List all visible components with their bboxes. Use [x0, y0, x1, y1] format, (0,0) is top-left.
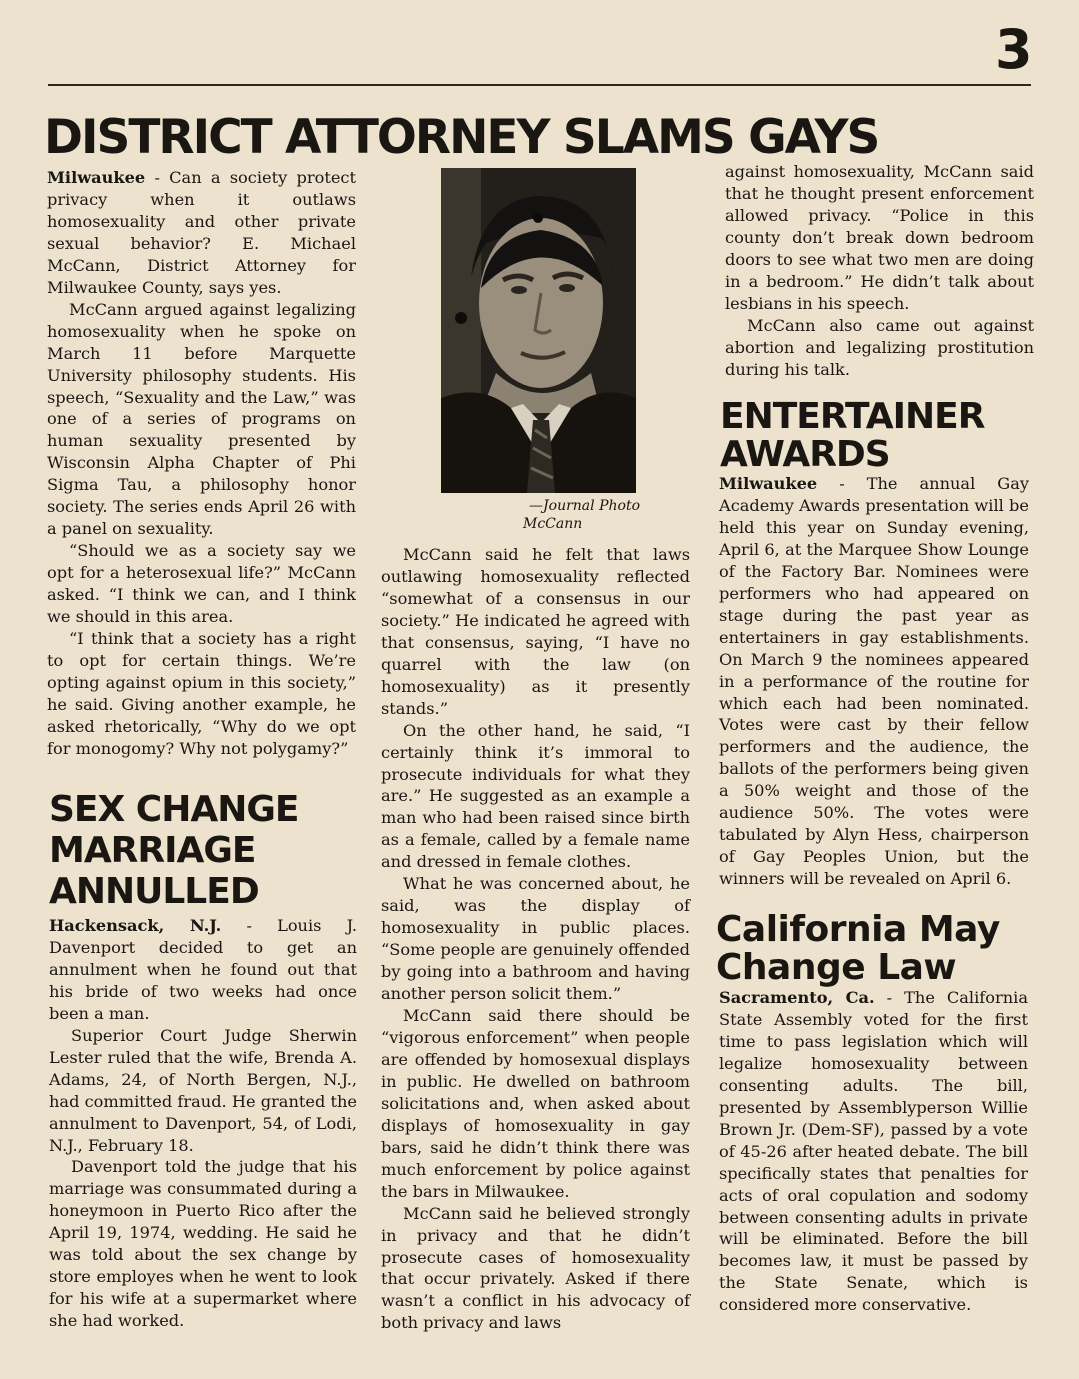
- article-paragraph: “Should we as a society say we opt for a heterosexual life?” McCann asked. “I think we can, and I think we should in this area.: [47, 541, 356, 627]
- photo-subject-name: McCann: [523, 516, 583, 532]
- paragraph-text: - The annual Gay Academy Awards presentation will be held this year on Sunday evening, April 6, at the Marquee Show Lounge of the Factory Bar. Nominees were performers who had appeared on stage during the past year as entertainers in gay establishments. On March 9 the nominees appeared in a performance of the routine for which each had been nominated. Votes were cast by their fellow performers and the audience, the ballots of the performers being given a 50% weight and those of the audience 50%. The votes were tabulated by Alyn Hess, chairperson of Gay Peoples Union, but the winners will be revealed on April 6.: [719, 474, 1029, 889]
- article-paragraph: McCann said he felt that laws outlawing homosexuality reflected “somewhat of a consensus in our society.” He indicated he agreed with that consensus, saying, “I have no quarrel with the law (on homosexuality) as it presently stands.”: [381, 545, 690, 718]
- california-headline: [716, 911, 1000, 987]
- photo-credit: —Journal Photo: [529, 498, 640, 514]
- article-paragraph: Davenport told the judge that his marriage was consummated during a honeymoon in Puerto Rico after the April 19, 1974, wedding. He said he was told about the sex change by store employes when he went to look for his wife at a supermarket where she had worked.: [49, 1157, 357, 1331]
- main-article-column-1: [47, 167, 356, 760]
- article-paragraph: against homosexuality, McCann said that he thought present enforcement allowed privacy. “Police in this county don’t break down bedroom doors to see what two men are doing in a bedroom.” He didn’t talk about lesbians in his speech.: [725, 162, 1034, 313]
- dateline: Milwaukee: [47, 168, 146, 187]
- headline-line: AWARDS: [720, 434, 890, 475]
- main-article-column-3: [725, 161, 1034, 381]
- article-paragraph: McCann also came out against abortion and legalizing prostitution during his talk.: [725, 315, 1034, 379]
- article-paragraph: [719, 987, 1028, 1316]
- portrait-image: [441, 168, 636, 493]
- header-rule: [48, 84, 1031, 86]
- article-paragraph: McCann argued against legalizing homosexuality when he spoke on March 11 before Marquette University philosophy students. His speech, “Sexuality and the Law,” was one of a series of programs on human sexuality presented by Wisconsin Alpha Chapter of Phi Sigma Tau, a philosophy honor society. The series ends April 26 with a panel on sexuality.: [47, 299, 356, 539]
- article-paragraph: Superior Court Judge Sherwin Lester ruled that the wife, Brenda A. Adams, 24, of North Bergen, N.J., had committed fraud. He granted the annulment to Davenport, 54, of Lodi, N.J., February 18.: [49, 1025, 357, 1155]
- paragraph-text: - Louis J. Davenport decided to get an annulment when he found out that his bride of two weeks had once been a man.: [49, 916, 357, 1023]
- article-paragraph: [719, 473, 1029, 890]
- article-paragraph: “I think that a society has a right to opt for certain things. We’re opting against opium in this society,” he said. Giving another example, he asked rhetorically, “Why do we opt for monogomy? Why not polygamy?”: [47, 629, 356, 758]
- article-paragraph: What he was concerned about, he said, was the display of homosexuality in public places. “Some people are genuinely offended by going into a bathroom and having another person solicit them.”: [381, 874, 690, 1004]
- entertainer-awards-headline: [720, 398, 984, 474]
- dateline: Hackensack, N.J.: [49, 916, 222, 935]
- article-paragraph: McCann said he believed strongly in privacy and that he didn’t prosecute cases of homosexuality that occur privately. Asked if there wasn’t a conflict in his advocacy of both privacy and laws: [381, 1203, 690, 1333]
- dateline: Sacramento, Ca.: [719, 988, 875, 1007]
- page-number: 3: [995, 18, 1033, 81]
- article-paragraph: [47, 167, 356, 299]
- dateline: Milwaukee: [719, 474, 818, 493]
- sex-change-article: [49, 915, 357, 1332]
- article-paragraph: On the other hand, he said, “I certainly think it’s immoral to prosecute individuals for what they are.” He suggested as an example a man who had been raised since birth as a female, called by a female name and dressed in female clothes.: [381, 720, 690, 872]
- headline-line: MARRIAGE: [49, 830, 256, 871]
- paragraph-text: - Can a society protect privacy when it outlaws homosexuality and other private sexual behavior? E. Michael McCann, District Attorney for Milwaukee County, says yes.: [47, 168, 356, 297]
- entertainer-awards-article: [719, 473, 1029, 890]
- article-paragraph: McCann said there should be “vigorous enforcement” when people are offended by homosexual displays in public. He dwelled on bathroom solicitations and, when asked about displays of homosexuality in gay bars, said he didn’t think there was much enforcement by police against the bars in Milwaukee.: [381, 1006, 690, 1201]
- sex-change-headline: [49, 789, 299, 912]
- headline-line: ANNULLED: [49, 871, 259, 912]
- headline-line: Change Law: [716, 947, 957, 988]
- paragraph-text: - The California State Assembly voted for the first time to pass legislation which will legalize homosexuality between consenting adults. The bill, presented by Assemblyperson Willie Brown Jr. (Dem-SF), passed by a vote of 45-26 after heated debate. The bill specifically states that penalties for acts of oral copulation and sodomy between consenting adults in private will be eliminated. Before the bill becomes law, it must be passed by the State Senate, which is considered more conservative.: [719, 988, 1029, 1315]
- california-article: [719, 987, 1028, 1316]
- headline-line: SEX CHANGE: [49, 789, 299, 830]
- article-paragraph: [49, 915, 357, 1025]
- main-headline: DISTRICT ATTORNEY SLAMS GAYS: [44, 110, 879, 165]
- mccann-photo: [441, 168, 636, 493]
- main-article-column-2: [381, 544, 690, 1334]
- photo-caption: [440, 497, 640, 533]
- headline-line: California May: [716, 909, 1000, 950]
- headline-line: ENTERTAINER: [720, 396, 985, 437]
